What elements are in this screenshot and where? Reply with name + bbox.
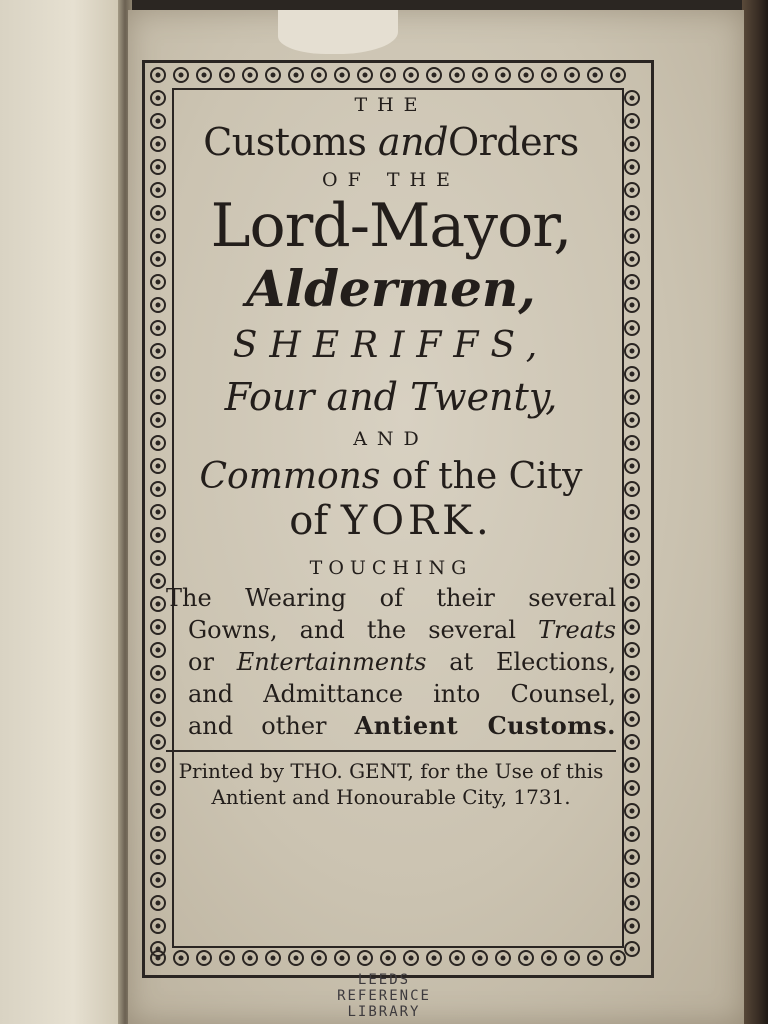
title-the: THE xyxy=(354,94,428,116)
border-flower-ornament xyxy=(151,896,165,910)
border-flower-ornament xyxy=(197,951,211,965)
border-flower-ornament xyxy=(335,951,349,965)
border-flower-ornament xyxy=(151,229,165,243)
border-flower-ornament xyxy=(151,114,165,128)
border-flower-ornament xyxy=(625,413,639,427)
border-flower-ornament xyxy=(151,137,165,151)
border-flower-ornament xyxy=(625,505,639,519)
border-flower-ornament xyxy=(151,643,165,657)
border-flower-ornament xyxy=(151,804,165,818)
title-aldermen: Aldermen, xyxy=(246,259,536,318)
border-flower-ornament xyxy=(625,896,639,910)
border-flower-ornament xyxy=(625,712,639,726)
border-flower-ornament xyxy=(625,574,639,588)
border-flower-ornament xyxy=(151,68,165,82)
border-flower-ornament xyxy=(151,758,165,772)
border-flower-ornament xyxy=(220,68,234,82)
border-flower-ornament xyxy=(625,827,639,841)
border-flower-ornament xyxy=(496,951,510,965)
title-of-york xyxy=(166,498,616,544)
para-line-1: The Wearing of their several xyxy=(166,584,616,612)
border-flower-ornament xyxy=(151,344,165,358)
border-flower-ornament xyxy=(542,951,556,965)
border-flower-ornament xyxy=(625,114,639,128)
border-flower-ornament xyxy=(151,459,165,473)
border-flower-ornament xyxy=(565,68,579,82)
border-flower-ornament xyxy=(625,850,639,864)
border-flower-ornament xyxy=(174,951,188,965)
border-flower-ornament xyxy=(151,206,165,220)
border-flower-ornament xyxy=(243,951,257,965)
border-flower-ornament xyxy=(625,528,639,542)
border-flower-ornament xyxy=(151,735,165,749)
border-flower-ornament xyxy=(625,459,639,473)
border-flower-ornament xyxy=(588,68,602,82)
border-flower-ornament xyxy=(625,344,639,358)
border-flower-ornament xyxy=(197,68,211,82)
border-flower-ornament xyxy=(519,68,533,82)
border-flower-ornament xyxy=(151,551,165,565)
title-and: AND xyxy=(353,428,429,450)
border-flower-ornament xyxy=(625,873,639,887)
border-flower-ornament xyxy=(151,160,165,174)
and-other-text: and other xyxy=(188,712,355,740)
border-flower-ornament xyxy=(151,528,165,542)
border-flower-ornament xyxy=(404,68,418,82)
border-flower-ornament xyxy=(151,390,165,404)
border-flower-ornament xyxy=(151,298,165,312)
title-of-the: OF THE xyxy=(322,169,460,191)
elections-text: at Elections, xyxy=(426,648,616,676)
border-flower-ornament xyxy=(625,206,639,220)
border-flower-ornament xyxy=(625,482,639,496)
border-flower-ornament xyxy=(151,919,165,933)
border-flower-ornament xyxy=(473,951,487,965)
border-flower-ornament xyxy=(519,951,533,965)
border-flower-ornament xyxy=(625,643,639,657)
border-flower-ornament xyxy=(151,91,165,105)
border-flower-ornament xyxy=(174,68,188,82)
border-flower-ornament xyxy=(496,68,510,82)
border-flower-ornament xyxy=(427,68,441,82)
gowns-text: Gowns, and the several xyxy=(188,616,539,644)
border-flower-ornament xyxy=(151,827,165,841)
of-the-city-words: of the City xyxy=(380,456,583,497)
border-flower-ornament xyxy=(381,951,395,965)
border-flower-ornament xyxy=(625,919,639,933)
border-flower-ornament xyxy=(289,951,303,965)
border-flower-ornament xyxy=(289,68,303,82)
customs-word: Customs xyxy=(203,120,379,164)
title-sheriffs: SHERIFFS, xyxy=(232,325,550,366)
border-flower-ornament xyxy=(450,951,464,965)
border-flower-ornament xyxy=(625,551,639,565)
stamp-line-1: LEEDS xyxy=(357,972,411,988)
border-flower-ornament xyxy=(611,68,625,82)
border-flower-ornament xyxy=(151,367,165,381)
para-line-2 xyxy=(166,614,616,646)
border-flower-ornament xyxy=(312,951,326,965)
border-flower-ornament xyxy=(151,850,165,864)
border-flower-ornament xyxy=(625,229,639,243)
title-customs-and-orders xyxy=(166,120,616,164)
border-flower-ornament xyxy=(625,252,639,266)
border-flower-ornament xyxy=(151,574,165,588)
stamp-line-3: LIBRARY xyxy=(347,1004,421,1020)
border-flower-ornament xyxy=(625,804,639,818)
border-flower-ornament xyxy=(625,390,639,404)
treats-text: Treats xyxy=(538,616,616,644)
orders-word: Orders xyxy=(447,120,579,164)
border-flower-ornament xyxy=(151,321,165,335)
border-flower-ornament xyxy=(450,68,464,82)
border-flower-ornament xyxy=(625,781,639,795)
commons-word: Commons xyxy=(199,456,381,497)
title-touching: TOUCHING xyxy=(309,557,473,579)
border-flower-ornament xyxy=(625,758,639,772)
title-text-block xyxy=(166,90,616,810)
border-flower-ornament xyxy=(151,620,165,634)
border-flower-ornament xyxy=(151,712,165,726)
border-flower-ornament xyxy=(381,68,395,82)
border-flower-ornament xyxy=(625,183,639,197)
border-flower-ornament xyxy=(588,951,602,965)
border-flower-ornament xyxy=(151,183,165,197)
border-flower-ornament xyxy=(427,951,441,965)
border-flower-ornament xyxy=(404,951,418,965)
border-flower-ornament xyxy=(151,689,165,703)
border-flower-ornament xyxy=(625,942,639,956)
border-flower-ornament xyxy=(151,781,165,795)
imprint-line-2: Antient and Honourable City, 1731. xyxy=(211,785,571,809)
border-flower-ornament xyxy=(611,951,625,965)
border-flower-ornament xyxy=(625,666,639,680)
border-flower-ornament xyxy=(266,951,280,965)
york-word: YORK. xyxy=(340,498,493,544)
border-flower-ornament xyxy=(151,436,165,450)
entertainments-text: Entertainments xyxy=(236,648,427,676)
border-flower-ornament xyxy=(312,68,326,82)
border-flower-ornament xyxy=(335,68,349,82)
border-flower-ornament xyxy=(625,620,639,634)
title-commons xyxy=(166,456,616,497)
library-stamp xyxy=(0,972,768,1020)
para-line-5 xyxy=(166,710,616,742)
border-flower-ornament xyxy=(151,873,165,887)
border-flower-ornament xyxy=(625,91,639,105)
border-flower-ornament xyxy=(565,951,579,965)
border-flower-ornament xyxy=(151,252,165,266)
border-flower-ornament xyxy=(266,68,280,82)
and-word: and xyxy=(378,120,448,164)
border-flower-ornament xyxy=(151,482,165,496)
imprint-line-1: Printed by THO. GENT, for the Use of this xyxy=(178,759,604,783)
of-word: of xyxy=(289,498,341,544)
para-line-3 xyxy=(166,646,616,678)
stamp-line-2: REFERENCE xyxy=(337,988,431,1004)
border-flower-ornament xyxy=(625,436,639,450)
border-flower-ornament xyxy=(625,735,639,749)
border-flower-ornament xyxy=(625,321,639,335)
border-flower-ornament xyxy=(151,505,165,519)
border-flower-ornament xyxy=(151,597,165,611)
title-lord-mayor: Lord-Mayor, xyxy=(210,191,572,261)
border-flower-ornament xyxy=(151,275,165,289)
border-flower-ornament xyxy=(625,298,639,312)
border-flower-ornament xyxy=(358,951,372,965)
border-flower-ornament xyxy=(625,689,639,703)
border-flower-ornament xyxy=(625,275,639,289)
border-flower-ornament xyxy=(151,666,165,680)
border-flower-ornament xyxy=(243,68,257,82)
subject-paragraph xyxy=(166,582,616,742)
border-flower-ornament xyxy=(151,413,165,427)
border-flower-ornament xyxy=(473,68,487,82)
border-flower-ornament xyxy=(358,68,372,82)
border-flower-ornament xyxy=(542,68,556,82)
border-flower-ornament xyxy=(625,160,639,174)
border-flower-ornament xyxy=(625,367,639,381)
title-four-and-twenty: Four and Twenty, xyxy=(224,375,558,419)
para-line-4: and Admittance into Counsel, xyxy=(188,680,616,708)
border-flower-ornament xyxy=(625,137,639,151)
border-flower-ornament xyxy=(625,597,639,611)
or-text: or xyxy=(188,648,237,676)
imprint-rule xyxy=(166,750,616,752)
border-flower-ornament xyxy=(151,942,165,956)
border-flower-ornament xyxy=(220,951,234,965)
antient-customs-text: Antient Customs. xyxy=(354,711,616,740)
